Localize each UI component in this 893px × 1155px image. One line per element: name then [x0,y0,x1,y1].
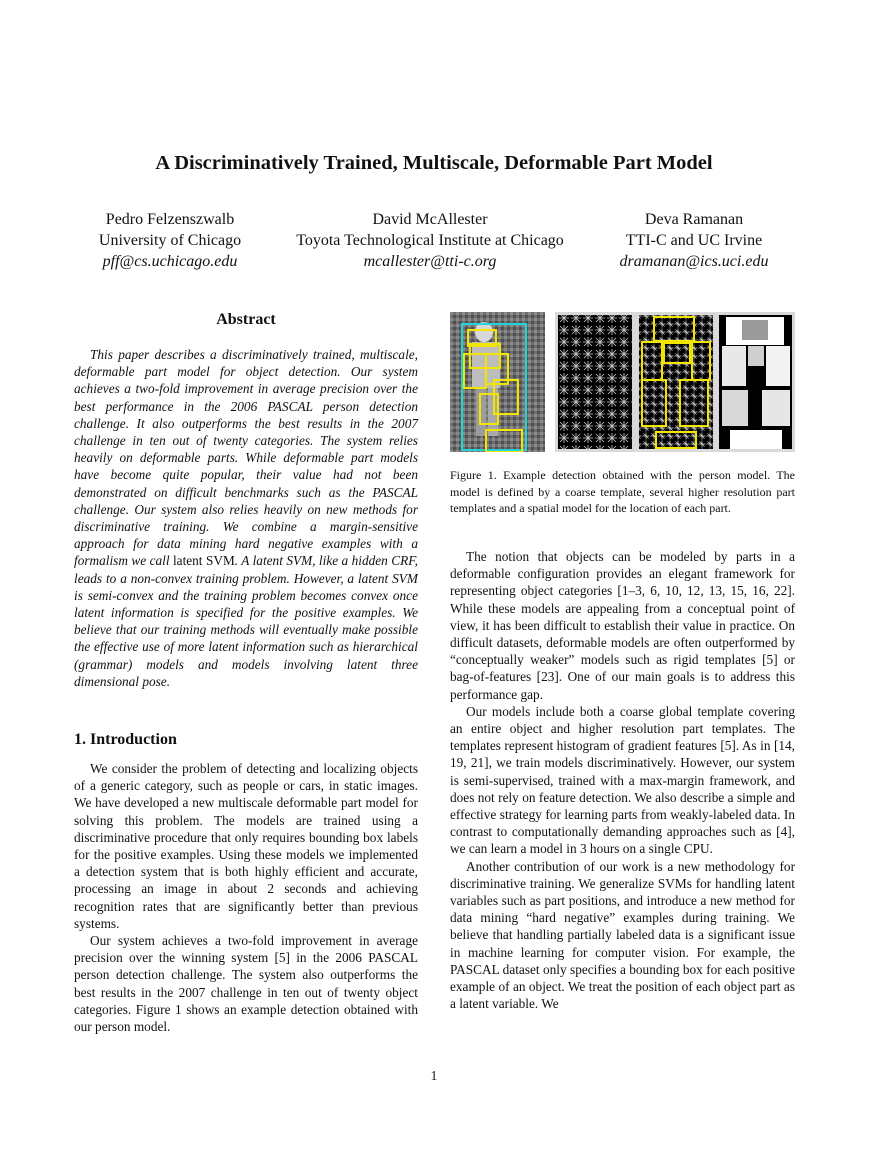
figure-1-images [450,312,795,452]
author-block-2 [270,209,590,272]
author-name: David McAllester [372,211,488,228]
paragraph: The notion that objects can be modeled by parts in a deformable configuration provides an elegant framework for representing object categories [1–3, 6, 10, 12, 13, 15, 16, 22]. While these models are appealing from a conceptual point of view, it has been difficult to establish their value in practice. On difficult datasets, deformable models are often outperformed by “conceptually weaker” models such as rigid templates [5] or bag-of-features [23]. One of our main goals is to address this performance gap. [450,549,795,702]
abstract-term: latent SVM [172,553,235,569]
paper-title: A Discriminatively Trained, Multiscale, Deformable Part Model [155,152,713,174]
figure-1 [450,312,795,452]
paragraph: Another contribution of our work is a new methodology for discriminative training. We generalize SVMs for handling latent variables such as part positions, and introduce a new method for data mining “hard negative” examples during training. We believe that handling partially labeled data is a significant issue in machine learning for computer vision. For example, the PASCAL dataset only specifies a bounding box for each positive example of an object. We treat the position of each object part as a latent variable. We [450,858,795,1012]
author-email: mcallester@tti-c.org [363,253,497,270]
right-column-body [450,548,795,1012]
abstract-heading: Abstract [216,311,276,328]
abstract-text [74,346,418,690]
paragraph: We consider the problem of detecting and localizing objects of a generic category, such as people or cars, in static images. We have developed a new multiscale deformable part model for solving this problem. The models are trained using a discriminative procedure that only requires bounding box labels for the positive examples. Using these models we implemented a detection system that is both highly efficient and accurate, processing an image in about 2 seconds and achieving recognition rates that are significantly better than previous systems. [74,761,418,931]
author-affiliation: Toyota Technological Institute at Chicago [296,232,564,249]
author-name: Pedro Felzenszwalb [105,211,235,228]
paragraph: Our system achieves a two-fold improvement in average precision over the winning system [5] in the 2006 PASCAL person detection challenge. The system also outperforms the best results in the 2007 challenge in ten out of twenty object categories. Figure 1 shows an example detection obtained with our person model. [74,933,418,1035]
author-affiliation: TTI-C and UC Irvine [625,232,763,249]
author-affiliation: University of Chicago [98,232,242,249]
author-name: Deva Ramanan [644,211,744,228]
abstract-part-1: This paper describes a discriminatively trained, multiscale, deformable part model for object detection. Our system achieves a two-fold improvement in average precision over the best performance in the 2006 PASCAL person detection challenge. It also outperforms the best results in the 2007 challenge in ten out of twenty categories. The system relies heavily on deformable parts. While deformable part models have become quite popular, their value had not been demonstrated on difficult benchmarks such as the PASCAL challenge. Our system also relies heavily on new methods for discriminative training. We combine a margin-sensitive approach for data mining hard negative examples with a formalism we call [74,347,418,569]
part-filters-visualization [639,315,713,449]
paragraph: Our models include both a coarse global template covering an entire object and higher resolution part templates. The templates represent histogram of gradient features [5]. As in [14, 19, 21], we train models discriminatively. However, our system is semi-supervised, trained with a max-margin framework, and does not rely on feature detection. We also describe a simple and effective strategy for learning parts from weakly-labeled data. In contrast to computationally demanding approaches such as [4], we can learn a model in 3 hours on a single CPU. [450,703,795,857]
introduction-heading: 1. Introduction [74,731,177,748]
author-email: pff@cs.uchicago.edu [102,253,238,270]
detection-photo [450,312,545,452]
author-email: dramanan@ics.uci.edu [619,253,769,270]
author-block-3 [594,209,794,272]
abstract-part-2: . A latent SVM, like a hidden CRF, leads to a non-convex training problem. However, a latent SVM is semi-convex and the training problem becomes convex once latent information is specified for the positive examples. We believe that our training methods will eventually make possible the effective use of more latent information such as hierarchical (grammar) models and models involving latent three dimensional pose. [74,553,418,689]
author-block-1 [70,209,270,272]
introduction-body [74,760,418,1035]
figure-1-caption: Figure 1. Example detection obtained with the person model. The model is defined by a coarse template, several higher resolution part templates and a spatial model for the location of each part. [450,468,795,515]
page-number: 1 [430,1068,438,1083]
spatial-model-visualization [719,315,792,449]
